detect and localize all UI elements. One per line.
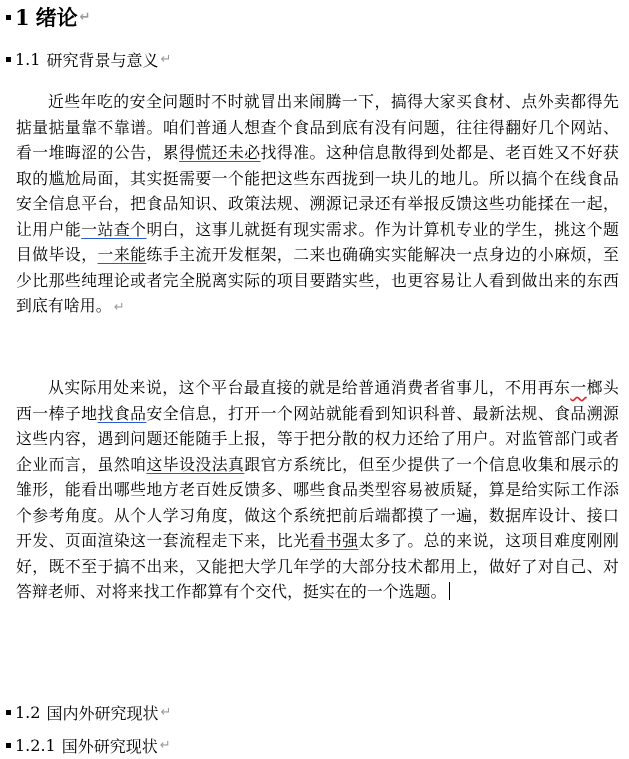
body-paragraph-2[interactable] xyxy=(16,375,619,605)
text-run: 近些年吃的安全问题时不时就冒出来闹腾一下，搞得大家买食材、点外卖都得先掂量掂量靠不靠谱。咱们普通人想查个食品到底有没有问题，往往得翻好几个网站、看一堆晦涩的公告，累 xyxy=(16,92,619,162)
heading-section-1-2-1[interactable] xyxy=(6,734,171,757)
paragraph-mark-icon: ↵ xyxy=(160,705,172,720)
grammar-underline: 看书强 xyxy=(309,531,359,550)
heading-bullet-icon xyxy=(6,710,11,715)
text-run: 安全信息，打开一个网站就能看到知识科普、最新法规、食品溯源这些内容，遇到问题还能随手上报，等于把分散的权力还给了用户。对监管部门或者企业而言，虽然咱 xyxy=(16,403,619,474)
text-run: 找得准。这种信息散得到处都是、老百姓又不好获取的尴尬局面，其实挺需要一个能把这些东西拢到一块儿的地儿。所以搞个在线食品安全信息平台，把食品知识、政策法规、溯源记录还有举报反馈这些功能揉在一起，让用户能 xyxy=(16,143,619,239)
grammar-underline: 得慌还未必 xyxy=(179,143,261,162)
heading-title: 绪论 xyxy=(35,5,78,30)
heading-bullet-icon xyxy=(6,15,11,20)
heading-bullet-icon xyxy=(6,743,11,748)
body-paragraph-1[interactable] xyxy=(16,89,619,321)
heading-number: 1.2.1 xyxy=(15,736,56,755)
text-run: 明白，这事儿就挺有现实需求。作为计算机专业的学生，挑这个题目做毕设， xyxy=(16,219,619,264)
grammar-underline: 这毕设没法真 xyxy=(146,454,245,474)
heading-title: 研究背景与意义 xyxy=(46,51,159,70)
text-cursor xyxy=(449,582,450,600)
heading-number: 1.1 xyxy=(15,50,41,69)
heading-title: 国内外研究现状 xyxy=(46,704,159,723)
heading-section-1-1[interactable] xyxy=(6,48,171,71)
heading-section-1-2[interactable] xyxy=(6,701,171,724)
text-run: 太多了。总的来说，这项目难度刚刚好，既不至于搞不出来，又能把大学几年学的大部分技术都用上，做好了对自己、对答辩老师、对将来找工作都算有个交代，挺实在的一个选题。 xyxy=(16,531,620,601)
grammar-underline: 一来能 xyxy=(97,245,147,264)
paragraph-mark-icon: ↵ xyxy=(113,300,125,315)
text-run: 从实际用处来说，这个平台最直接的就是给普通消费者省事儿，不用再东 xyxy=(48,378,571,397)
paragraph-mark-icon: ↵ xyxy=(160,52,172,67)
heading-bullet-icon xyxy=(6,57,11,62)
text-run: 练手主流开发框架，二来也确确实实能解决一点身边的小麻烦，至少比那些纯理论或者完全脱离实际的项目要踏实些，也更容易让人看到做出来的东西到底有啥用。 xyxy=(16,245,619,315)
heading-title: 国外研究现状 xyxy=(61,737,158,756)
text-run: 榔头西一棒子地 xyxy=(16,378,619,423)
grammar-underline: 一站查个 xyxy=(81,219,147,239)
heading-number: 1 xyxy=(15,4,30,30)
text-run: 跟官方系统比，但至少提供了一个信息收集和展示的雏形，能看出哪些地方老百姓反馈多、哪些食品类型容易被质疑，算是给实际工作添个参考角度。从个人学习角度，做这个系统把前后端都摸了一遍，数据库设计、接口开发、页面渲染这一套流程走下来，比光 xyxy=(16,454,620,550)
spelling-underline: 一 xyxy=(570,378,587,397)
paragraph-mark-icon: ↵ xyxy=(159,738,171,753)
heading-number: 1.2 xyxy=(15,703,41,722)
grammar-underline: 找食品 xyxy=(97,403,147,423)
paragraph-mark-icon: ↵ xyxy=(79,9,91,25)
heading-chapter-1[interactable] xyxy=(6,2,91,32)
